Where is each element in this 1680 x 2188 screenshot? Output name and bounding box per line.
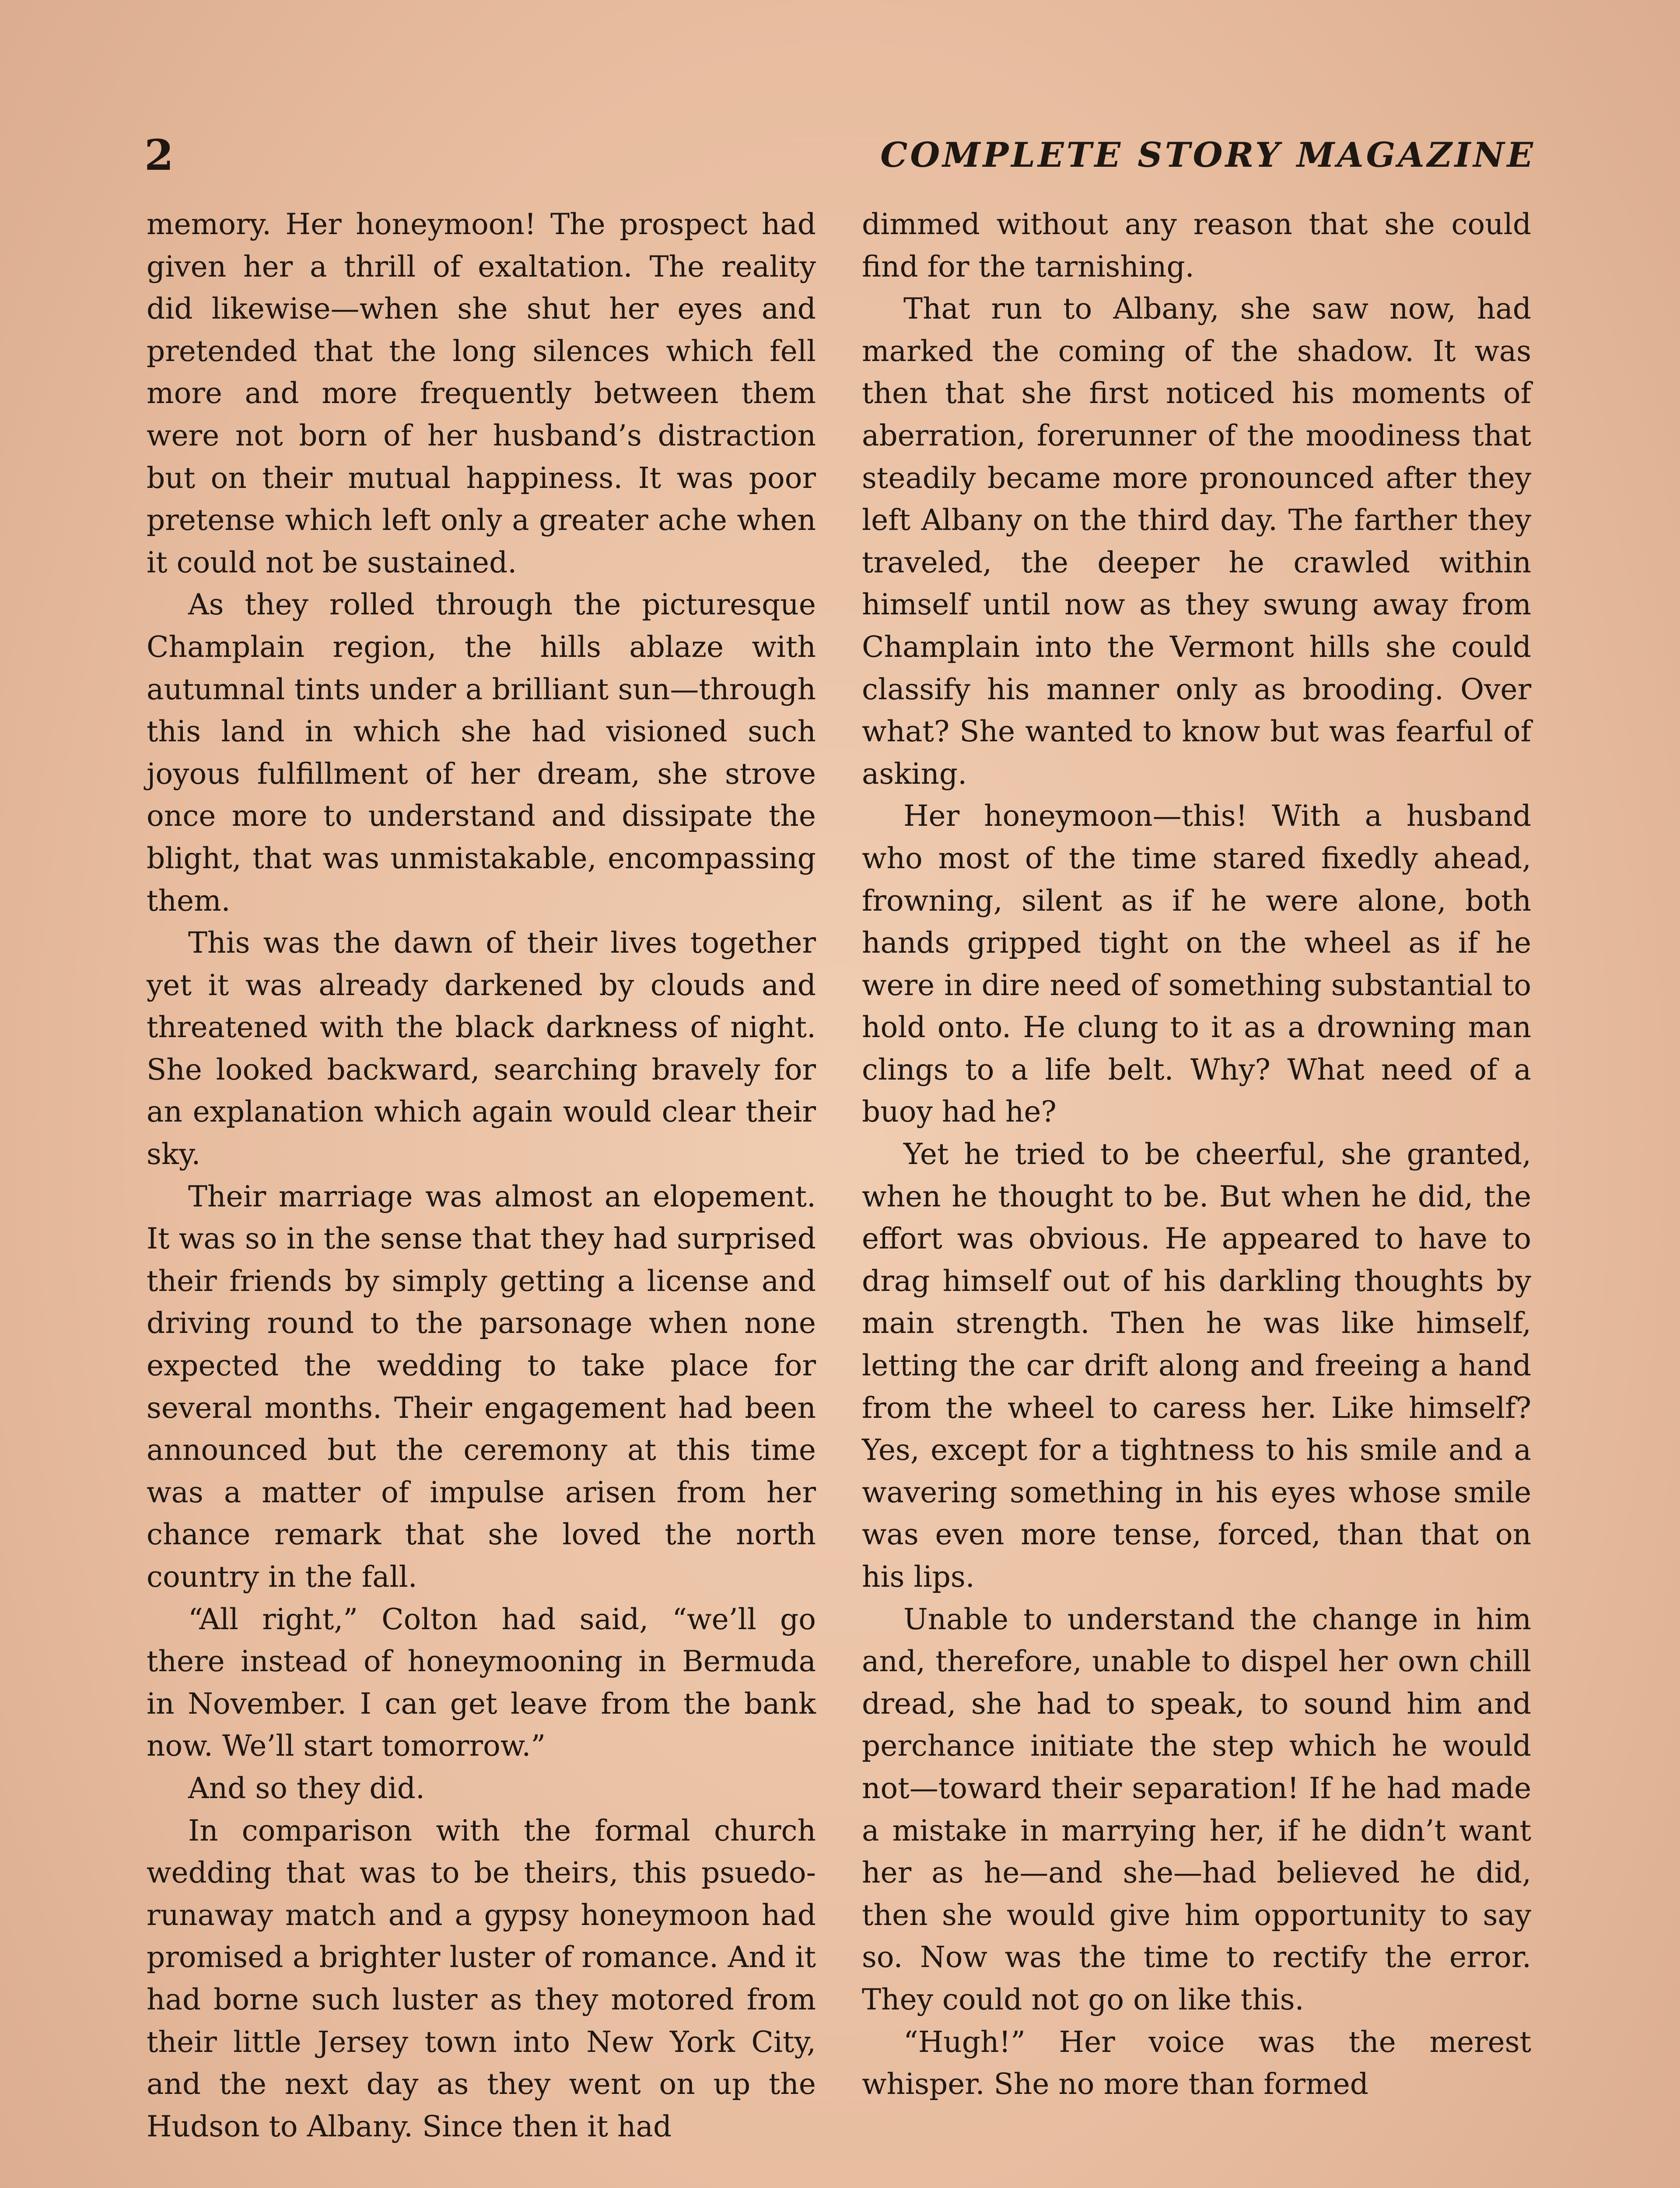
right-text-column bbox=[862, 203, 1531, 2188]
paragraph: As they rolled through the picturesque Champlain region, the hills ablaze with autumnal tints under a brilliant sun—through this land in which she had visioned such joyous fulfillment of her dream, she strove once more to understand and dissipate the blight, that was unmistakable, encompassing them. bbox=[147, 588, 816, 918]
paragraph: And so they did. bbox=[188, 1771, 425, 1805]
running-head bbox=[144, 127, 1536, 184]
paragraph: This was the dawn of their lives together yet it was already darkened by clouds and threatened with the black darkness of night. She looked backward, searching bravely for an explanation which again would clear their sky. bbox=[147, 926, 816, 1171]
paragraph: Yet he tried to be cheerful, she granted, when he thought to be. But when he did, the effort was obvious. He appeared to have to drag himself out of his darkling thoughts by main strength. Then he was like himself, letting the car drift along and freeing a hand from the wheel to caress her. Like himself? Yes, except for a tightness to his smile and a wavering something in his eyes whose smile was even more tense, forced, than that on his lips. bbox=[862, 1137, 1531, 1594]
paragraph: In comparison with the formal church wedding that was to be theirs, this psuedo-runaway match and a gypsy honeymoon had promised a brighter luster of romance. And it had borne such luster as they motored from their little Jersey town into New York City, and the next day as they went on up the Hudson to Albany. Since then it had bbox=[147, 1813, 816, 2143]
left-text-column bbox=[147, 203, 816, 2188]
page-number: 2 bbox=[144, 130, 174, 180]
paragraph-continued: memory. Her honeymoon! The prospect had given her a thrill of exaltation. The reality did likewise—when she shut her eyes and pretended that the long silences which fell more and more frequently between them were not born of her husband’s distraction but on their mutual happiness. It was poor pretense which left only a greater ache when it could not be sustained. bbox=[147, 207, 816, 579]
paragraph: Unable to understand the change in him and, therefore, unable to dispel her own chill dread, she had to speak, to sound him and perchance initiate the step which he would not—toward their separation! If he had made a mistake in marrying her, if he didn’t want her as he—and she—had believed he did, then she would give him opportunity to say so. Now was the time to rectify the error. They could not go on like this. bbox=[862, 1602, 1531, 2016]
paragraph: “Hugh!” Her voice was the merest whisper. She no more than formed bbox=[862, 2025, 1531, 2101]
paragraph: That run to Albany, she saw now, had marked the coming of the shadow. It was then that she first noticed his moments of aberration, forerunner of the moodiness that steadily became more pronounced after they left Albany on the third day. The farther they traveled, the deeper he crawled within himself until now as they swung away from Champlain into the Vermont hills she could classify his manner only as brooding. Over what? She wanted to know but was fearful of asking. bbox=[862, 292, 1531, 791]
paragraph: Her honeymoon—this! With a husband who most of the time stared fixedly ahead, frowning, silent as if he were alone, both hands gripped tight on the wheel as if he were in dire need of something substantial to hold onto. He clung to it as a drowning man clings to a life belt. Why? What need of a buoy had he? bbox=[862, 799, 1531, 1129]
paragraph: Their marriage was almost an elopement. It was so in the sense that they had surprised their friends by simply getting a license and driving round to the parsonage when none expected the wedding to take place for several months. Their engagement had been announced but the ceremony at this time was a matter of impulse arisen from her chance remark that she loved the north country in the fall. bbox=[147, 1179, 816, 1594]
paragraph: “All right,” Colton had said, “we’ll go there instead of honeymooning in Bermuda in November. I can get leave from the bank now. We’ll start tomorrow.” bbox=[147, 1602, 816, 1763]
magazine-title: COMPLETE STORY MAGAZINE bbox=[880, 135, 1536, 175]
paragraph-continued: dimmed without any reason that she could find for the tarnishing. bbox=[862, 207, 1531, 284]
